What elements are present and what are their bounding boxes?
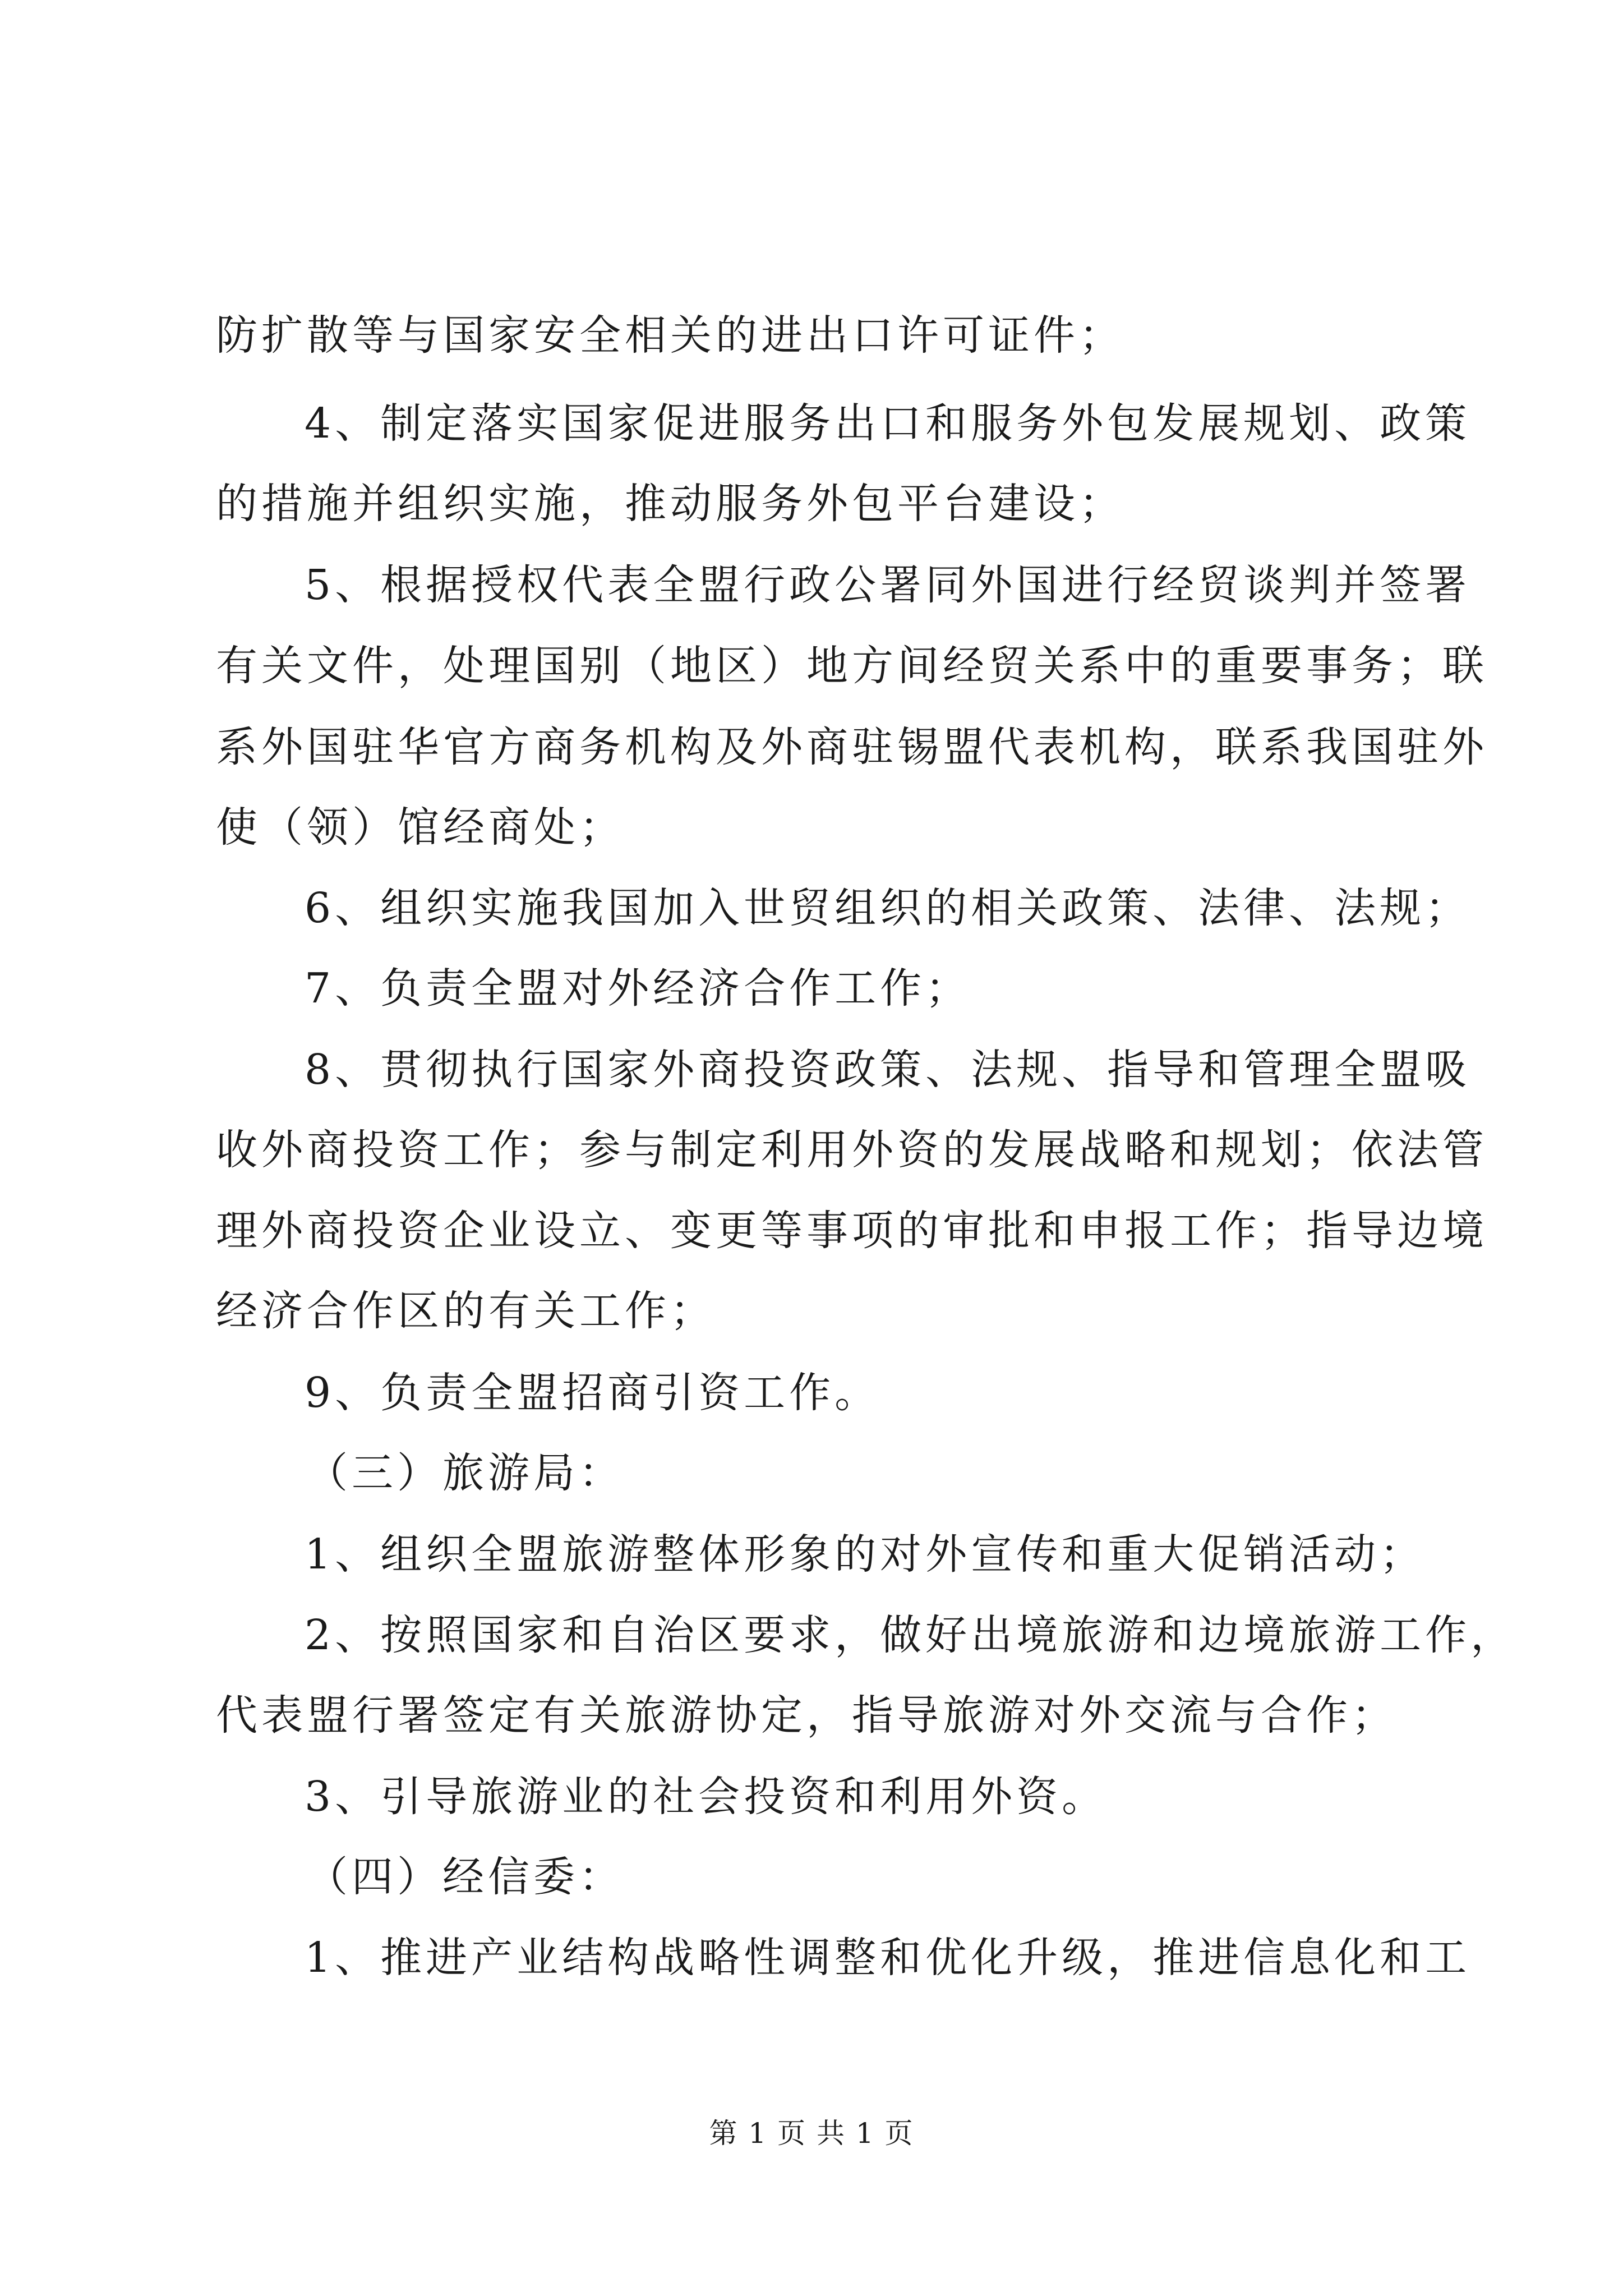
text-line: 系外国驻华官方商务机构及外商驻锡盟代表机构，联系我国驻外 [216,723,1488,771]
text-line: 代表盟行署签定有关旅游协定，指导旅游对外交流与合作； [216,1691,1397,1740]
text-line: 5、根据授权代表全盟行政公署同外国进行经贸谈判并签署 [305,561,1471,609]
text-line: 1、组织全盟旅游整体形象的对外宣传和重大促销活动； [305,1530,1426,1579]
text-line: 6、组织实施我国加入世贸组织的相关政策、法律、法规； [305,884,1471,932]
section-heading: （三）旅游局： [306,1449,624,1497]
text-line: 7、负责全盟对外经济合作工作； [305,964,971,1013]
text-line: 8、贯彻执行国家外商投资政策、法规、指导和管理全盟吸 [305,1046,1471,1094]
text-line: 理外商投资企业设立、变更等事项的审批和申报工作；指导边境 [216,1207,1488,1255]
text-line: 的措施并组织实施，推动服务外包平台建设； [216,480,1124,528]
page-footer: 第 1 页 共 1 页 [709,2117,914,2150]
section-heading: （四）经信委： [306,1853,624,1901]
text-line: 使（领）馆经商处； [216,803,625,852]
text-line: 3、引导旅游业的社会投资和利用外资。 [305,1773,1108,1821]
text-line: 防扩散等与国家安全相关的进出口许可证件； [216,311,1124,360]
text-line: 1、推进产业结构战略性调整和优化升级，推进信息化和工 [305,1934,1471,1982]
text-line: 有关文件，处理国别（地区）地方间经贸关系中的重要事务；联 [216,642,1488,690]
text-line: 收外商投资工作；参与制定利用外资的发展战略和规划；依法管 [216,1126,1488,1174]
text-line: 4、制定落实国家促进服务出口和服务外包发展规划、政策 [305,399,1471,448]
text-line: 经济合作区的有关工作； [216,1287,716,1335]
text-line: 9、负责全盟招商引资工作。 [305,1369,880,1417]
text-line: 2、按照国家和自治区要求，做好出境旅游和边境旅游工作， [305,1611,1516,1659]
